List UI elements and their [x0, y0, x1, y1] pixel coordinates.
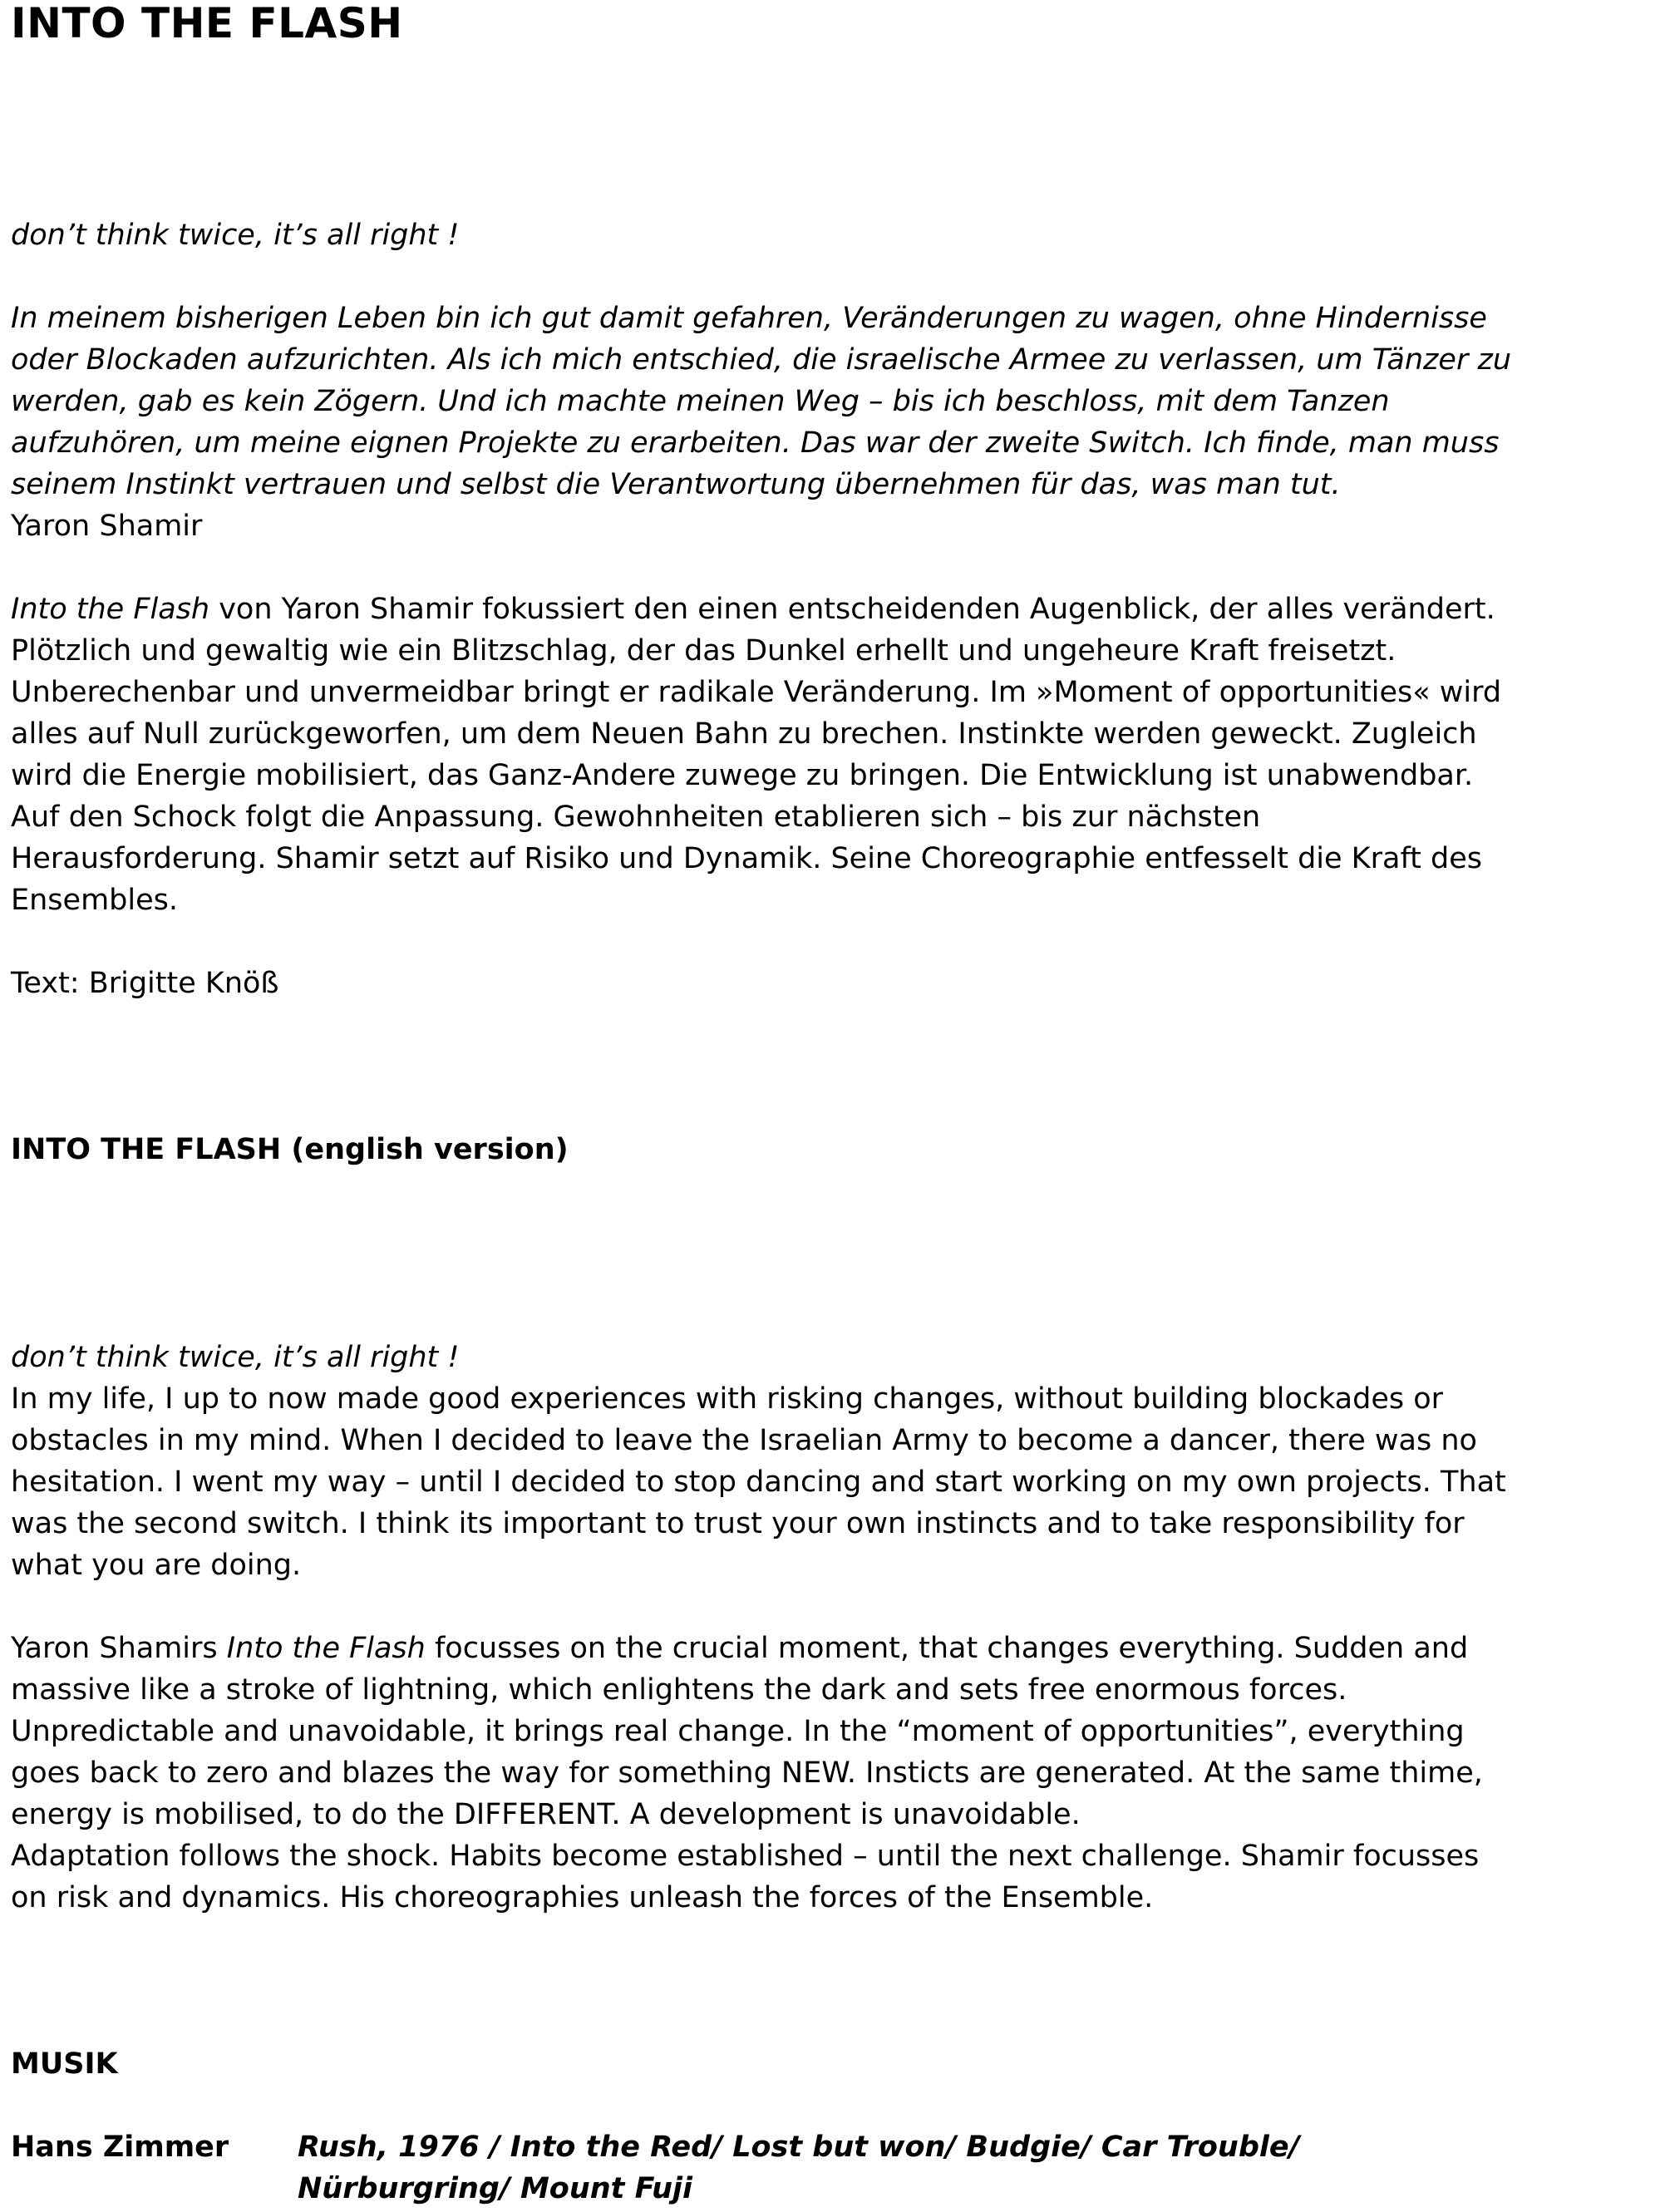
- english-quote-block: [11, 1337, 1640, 1586]
- german-quote-author: [11, 505, 1640, 547]
- english-description-prefix: Yaron Shamirs: [11, 1632, 227, 1665]
- german-description-line: Plötzlich und gewaltig wie ein Blitzschlag, der das Dunkel erhellt und ungeheure Kraft freisetzt.: [11, 634, 1396, 668]
- english-quote-line: what you are doing.: [11, 1549, 302, 1582]
- english-description-line: energy is mobilised, to do the DIFFERENT. A development is unavoidable.: [11, 1798, 1081, 1831]
- german-description-line: Herausforderung. Shamir setzt auf Risiko und Dynamik. Seine Choreographie entfesselt die Kraft des: [11, 842, 1483, 875]
- music-tracks: [298, 2126, 1299, 2210]
- english-description: [11, 1628, 1640, 1919]
- english-heading: INTO THE FLASH (english version): [11, 1133, 569, 1166]
- work-title-italic: Into the Flash: [11, 593, 210, 626]
- document-title: INTO THE FLASH: [11, 0, 403, 47]
- music-tracks-line: Rush, 1976 / Into the Red/ Lost but won/ Budgie/ Car Trouble/: [298, 2131, 1300, 2164]
- work-title-italic: Into the Flash: [226, 1632, 426, 1665]
- english-description-line: Unpredictable and unavoidable, it brings real change. In the “moment of opportunities”, everything: [11, 1715, 1465, 1748]
- german-description: [11, 589, 1640, 921]
- german-quote: [11, 298, 1640, 505]
- german-description-line: Auf den Schock folgt die Anpassung. Gewohnheiten etablieren sich – bis zur nächsten: [11, 801, 1261, 834]
- music-composer: Hans Zimmer: [11, 2131, 229, 2164]
- music-heading: MUSIK: [11, 2047, 118, 2081]
- english-description-line: goes back to zero and blazes the way for something NEW. Insticts are generated. At the same thime,: [11, 1756, 1483, 1790]
- english-description-line: Adaptation follows the shock. Habits become established – until the next challenge. Shamir focusses: [11, 1840, 1480, 1873]
- german-description-line: [11, 589, 1640, 630]
- german-description-line: Ensembles.: [11, 884, 178, 917]
- music-tracks-line: Nürburgring/ Mount Fuji: [298, 2172, 693, 2205]
- english-quote-line: obstacles in my mind. When I decided to leave the Israelian Army to become a dancer, there was no: [11, 1424, 1477, 1457]
- english-motto: don’t think twice, it’s all right !: [11, 1341, 460, 1374]
- english-description-line: [11, 1628, 1640, 1669]
- german-quote-line: In meinem bisherigen Leben bin ich gut damit gefahren, Veränderungen zu wagen, ohne Hindernisse: [11, 302, 1487, 335]
- german-quote-line: oder Blockaden aufzurichten. Als ich mich entschied, die israelische Armee zu verlassen, um Tänzer zu: [11, 343, 1512, 377]
- english-quote-line: In my life, I up to now made good experiences with risking changes, without building blockades or: [11, 1382, 1444, 1416]
- german-description-line: Unberechenbar und unvermeidbar bringt er radikale Veränderung. Im »Moment of opportunities« wird: [11, 676, 1502, 709]
- quote-author-text: Yaron Shamir: [11, 510, 203, 543]
- english-description-line: on risk and dynamics. His choreographies unleash the forces of the Ensemble.: [11, 1881, 1154, 1914]
- german-quote-line: seinem Instinkt vertrauen und selbst die Verantwortung übernehmen für das, was man tut.: [11, 468, 1341, 501]
- german-description-line: wird die Energie mobilisiert, das Ganz-Andere zuwege zu bringen. Die Entwicklung ist unabwendbar.: [11, 759, 1474, 792]
- text-credit: [11, 963, 1640, 1004]
- english-quote-line: hesitation. I went my way – until I decided to stop dancing and start working on my own projects. That: [11, 1466, 1506, 1499]
- german-quote-line: werden, gab es kein Zögern. Und ich machte meinen Weg – bis ich beschloss, mit dem Tanzen: [11, 385, 1390, 418]
- english-quote-line: was the second switch. I think its important to trust your own instincts and to take responsibility for: [11, 1507, 1465, 1540]
- english-description-line: massive like a stroke of lightning, which enlightens the dark and sets free enormous forces.: [11, 1673, 1347, 1707]
- english-description-first-rest: focusses on the crucial moment, that changes everything. Sudden and: [425, 1632, 1469, 1665]
- german-motto-text: don’t think twice, it’s all right !: [11, 219, 460, 252]
- text-credit-text: Text: Brigitte Knöß: [11, 967, 279, 1000]
- german-description-line: alles auf Null zurückgeworfen, um dem Neuen Bahn zu brechen. Instinkte werden geweckt. Zugleich: [11, 717, 1477, 751]
- german-motto: [11, 214, 1640, 256]
- german-quote-line: aufzuhören, um meine eignen Projekte zu erarbeiten. Das war der zweite Switch. Ich finde, man muss: [11, 426, 1500, 460]
- german-description-first-rest: von Yaron Shamir fokussiert den einen entscheidenden Augenblick, der alles verändert.: [209, 593, 1495, 626]
